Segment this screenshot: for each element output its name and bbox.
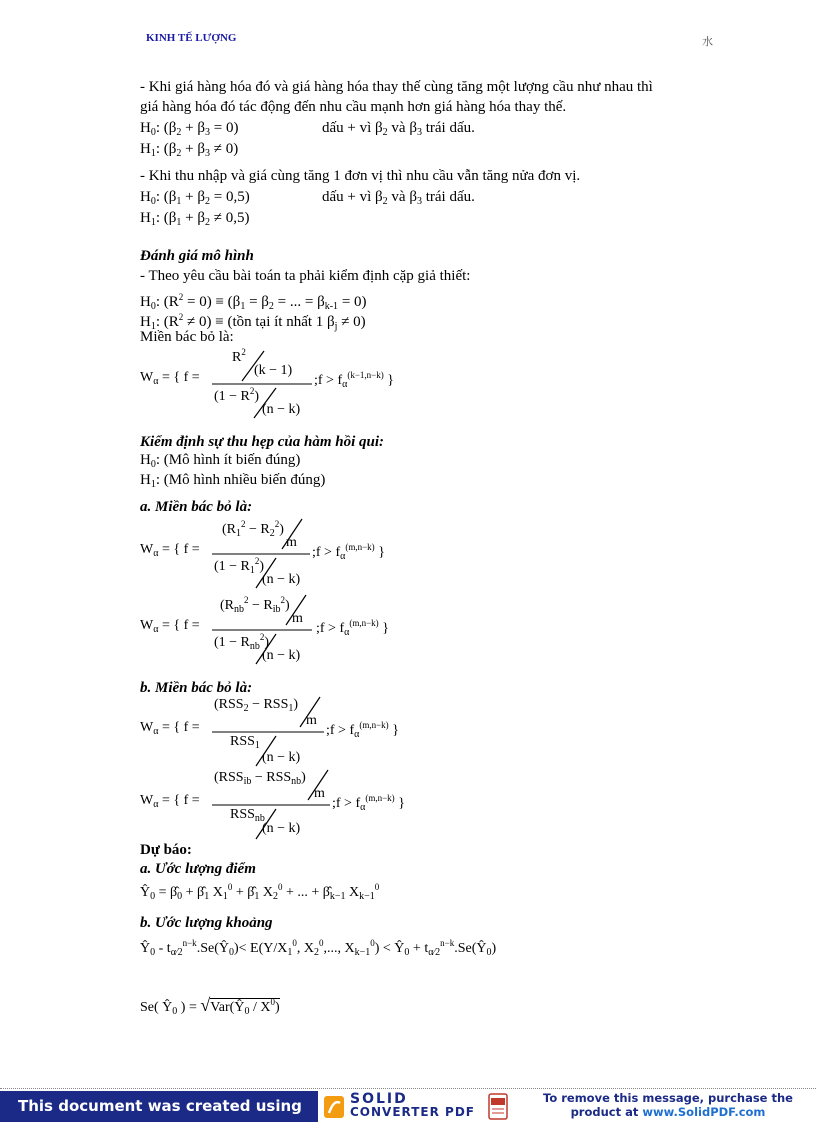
section-narrow-h1: $H_1$: (Mô hình nhiều biến đúng): [140, 472, 326, 490]
section-eval-h0: $H_0$: $(R^2 = 0) \equiv (\beta_1 = \beta_2$ = ... = $\beta_{k-1} = 0$): [140, 292, 367, 312]
footer-solidpdf-link[interactable]: www.SolidPDF.com: [642, 1105, 766, 1119]
logo-converter-text: CONVERTER PDF: [350, 1105, 475, 1119]
para1-h0: $H_0$: $(\beta_2 + \beta_3 = 0)$: [140, 120, 239, 138]
running-header-title: KINH TẾ LƯỢNG: [146, 32, 237, 44]
para2-line1: - Khi thu nhập và giá cùng tăng 1 đơn vị thì nhu cầu vẫn tăng nửa đơn vị.: [140, 168, 581, 184]
section-eval-heading: Đánh giá mô hình: [140, 248, 254, 264]
section-eval-h1: $H_1$: $(R^2 \ne 0)$ ≡ (tồn tại ít nhất 1 $\beta_j \ne 0$): [140, 312, 366, 332]
solid-converter-logo: [322, 1091, 512, 1122]
formula-interval-estimate: $Ŷ_0$ - $t_{\alpha⁄2}^{n-k}.Se(Ŷ_0)< E(Y/X_1^0$, $X_2^0$,..., $X_{k-1}^0$) < $Ŷ_0$ + $t_{\alpha⁄2}^{n-k}.Se(Ŷ_0)$: [140, 938, 497, 958]
section-narrow-a-heading: a. Miền bác bỏ là:: [140, 499, 253, 515]
corner-glyph: 水: [702, 36, 713, 48]
section-narrow-b-heading: b. Miền bác bỏ là:: [140, 680, 253, 696]
footer-purchase-message: [520, 1091, 816, 1119]
para1-h0-note: dấu + vì $\beta_2$ và $\beta_3$ trái dấu.: [322, 120, 475, 138]
formula-standard-error: Se( $Ŷ_0$ ) = $√Var(Ŷ_0 / X^0)$: [140, 995, 280, 1017]
para2-h0: $H_0$: $(\beta_1 + \beta_2 = 0,5)$: [140, 189, 250, 207]
section-forecast-heading: Dự báo:: [140, 842, 192, 858]
para2-h1: $H_1$: $(\beta_1 + \beta_2 \ne 0,5)$: [140, 210, 250, 228]
footer-purchase-line1: To remove this message, purchase the: [543, 1091, 793, 1105]
logo-solid-text: SOLID: [350, 1091, 408, 1107]
footer-purchase-prefix: product at: [570, 1105, 643, 1119]
section-narrow-heading: Kiểm định sự thu hẹp của hàm hồi qui:: [140, 434, 385, 450]
para1-h1: $H_1$: $(\beta_2 + \beta_3 \ne 0)$: [140, 141, 239, 159]
section-eval-region: Miền bác bỏ là:: [140, 329, 234, 345]
para1-line1: - Khi giá hàng hóa đó và giá hàng hóa thay thế cùng tăng một lượng cầu như nhau thì: [140, 79, 653, 95]
para2-h0-note: dấu + vì $\beta_2$ và $\beta_3$ trái dấu.: [322, 189, 475, 207]
footer-banner: [0, 1088, 816, 1124]
section-forecast-a-heading: a. Ước lượng điểm: [140, 861, 256, 877]
section-narrow-h0: $H_0$: (Mô hình ít biến đúng): [140, 452, 301, 470]
para1-line2: giá hàng hóa đó tác động đến nhu cầu mạnh hơn giá hàng hóa thay thế.: [140, 99, 567, 115]
formula-point-estimate: $Ŷ_0$ = $\betâ_0$ + $\betâ_1$ $X_1^0$ + $\betâ_1$ $X_2^0$ + ... + $\betâ_{k-1}$ $X_{k-1}^0$: [140, 882, 380, 902]
footer-created-text: This document was created using: [0, 1091, 318, 1122]
section-forecast-b-heading: b. Ước lượng khoảng: [140, 915, 273, 931]
section-eval-line1: - Theo yêu cầu bài toán ta phải kiểm định cặp giả thiết:: [140, 268, 471, 284]
